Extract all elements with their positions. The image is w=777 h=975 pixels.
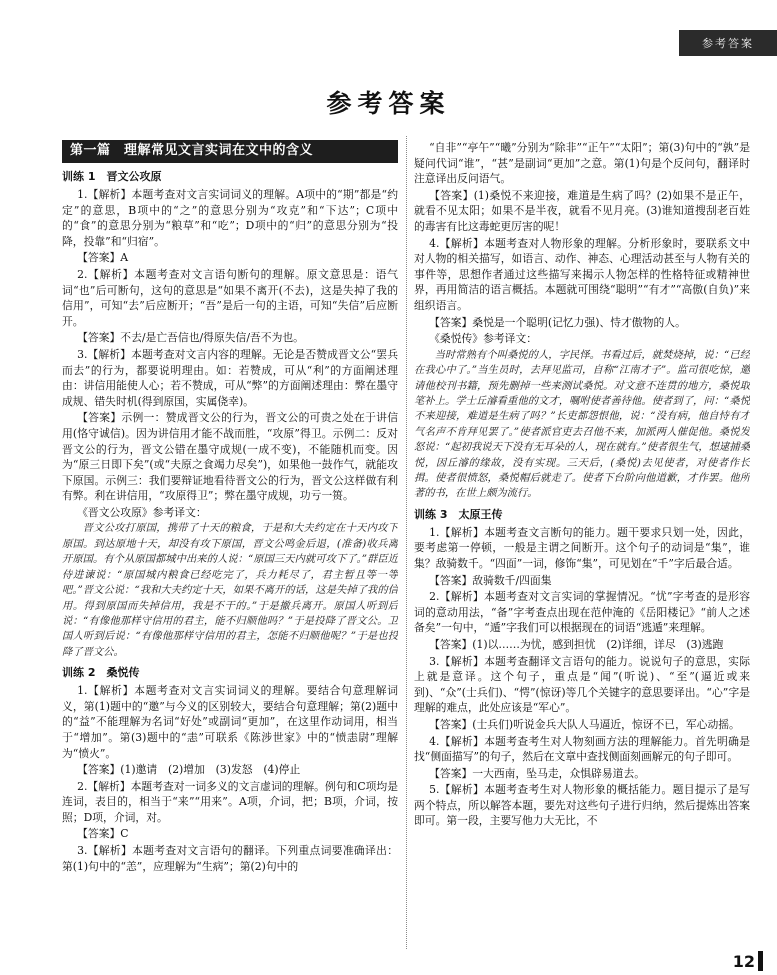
page-number	[733, 945, 763, 975]
section-title: 第一篇 理解常见文言实词在文中的含义	[62, 140, 398, 163]
answer: 【答案】(1)以……为忧，感到担忧 (2)详细，详尽 (3)逃跑	[429, 637, 724, 651]
drill-heading: 训练 3 太原王传	[414, 507, 503, 521]
translation-heading: 《桑悦传》参考译文：	[429, 332, 538, 346]
translation-heading: 《晋文公攻原》参考译文：	[77, 505, 207, 519]
answer: 【答案】一大西南，坠马走，众惧辟易道去。	[429, 766, 646, 780]
paragraph: 3.【解析】本题考查翻译文言语句的能力。说说句子的意思，实际上就是意译。这个句子，重点是“闻”(听说)、“至”(逼近或来到)、“众”(士兵们)、“愕”(惊讶)等几个关键字的意思要译出。“心”字是理解的难点，此处应该是“军心”。	[414, 654, 750, 715]
answer: 【答案】(1)邀请 (2)增加 (3)发怒 (4)停止	[77, 763, 301, 777]
paragraph: 2.【解析】本题考查对一词多义的文言虚词的理解。例句和C项均是连词，表目的，相当于“来”“用来”。A项，介词，把；B项，介词，按照；D项，介词，对。	[62, 779, 398, 824]
translation-text: 当时常熟有个叫桑悦的人，字民怿。书看过后，就焚烧掉，说：“已经在我心中了。”当生员时，去拜见监司，自称“江南才子”。监司很吃惊，邀请他校刊书籍，预先删掉一些来测试桑悦。对文意不连贯的地方，桑悦取笔补上。学士丘濬看重他的文才，嘱咐使者善待他。使者到了，问：“桑悦不来迎接，难道是生病了吗？”长吏都怨恨他，说：“没有病，他自恃有才气名声不肯拜见罢了。”使者派官吏去召他不来，加派两人催促他。桑悦发怒说：“起初我说天下没有无耳朵的人，现在就有。”使者很生气，想逮捕桑悦，因丘濬的缘故，没有实现。三天后，(桑悦)去见使者，对使者作长揖。使者很愤怒，桑悦帽后就走了。使者下台阶向他道歉，才作罢。他所著的书，在世上颇为流行。	[414, 348, 750, 500]
page-number-bar	[758, 951, 763, 971]
answer: 【答案】C	[77, 827, 129, 841]
translation-text: 晋文公攻打原国，携带了十天的粮食，于是和大夫约定在十天内攻下原国。到达原地十天，却没有攻下原国，晋文公鸣金后退，(准备)收兵离开原国。有个从原国都城中出来的人说：“原国三天内就可攻下了。”群臣近侍进谏说：“原国城内粮食已经吃完了，兵力耗尽了，君主暂且等一等吧。”晋文公说：“我和大夫约定十天，如果不离开的话，这是失掉了我的信用。得到原国而失掉信用，我是不干的。”于是撤兵离开。原国人听到后说：“有像他那样守信用的君主，能不归顺他吗？”于是投降了晋文公。卫国人听到后说：“有像他那样守信用的君主，怎能不归顺他呢？”于是也投降了晋文公。	[62, 522, 398, 658]
paragraph: 4.【解析】本题考查考生对人物刻画方法的理解能力。首先明确是找“侧面描写”的句子，然后在文章中查找侧面刻画解元的句子即可。	[414, 734, 750, 764]
answer: 【答案】A	[77, 251, 129, 265]
paragraph: 3.【解析】本题考查对文言语句的翻译。下列重点词要准确译出：第(1)句中的“恙”，应理解为“生病”；第(2)句中的	[62, 844, 398, 873]
header-tag-strip	[679, 30, 777, 56]
answer: 【答案】不去/是亡吾信也/得原失信/吾不为也。	[77, 331, 304, 345]
paragraph: 3.【解析】本题考查对文言内容的理解。无论是否赞成晋文公“罢兵而去”的行为，都要说明理由。如：若赞成，可从“利”的方面阐述理由：讲信用能使人心；若不赞成，可从“弊”的方面阐述理由：弊在墨守成规、错失时机(得到原国，实属侥幸)。	[62, 347, 398, 408]
answer: 【答案】(1)桑悦不来迎接，难道是生病了吗？(2)如果不是正午，就看不见太阳；如果不是半夜，就看不见月亮。(3)谁知道搜刮老百姓的毒害有比这毒蛇更厉害的呢！	[414, 188, 750, 233]
header-tag: 参考答案	[702, 37, 754, 50]
page-title: 参考答案	[326, 89, 451, 118]
paragraph: 5.【解析】本题考查考生对人物形象的概括能力。题目提示了是写两个特点，所以解答本题，要先对这些句子进行归纳，然后提炼出答案即可。第一段，主要写他力大无比，不	[414, 783, 750, 828]
drill-heading: 训练 1 晋文公攻原	[62, 170, 162, 183]
paragraph: 2.【解析】本题考查对文言实词的掌握情况。“忧”字考查的是形容词的意动用法，“备”字考查点出现在范仲淹的《岳阳楼记》“前人之述备矣”一句中，“遁”字我们可以根据现在的词语“逃遁”来理解。	[414, 590, 750, 635]
answer: 【答案】桑悦是一个聪明(记忆力强)、恃才傲物的人。	[429, 315, 686, 329]
paragraph: 1.【解析】本题考查文言断句的能力。题干要求只划一处，因此，要考虑第一停顿，一般是主谓之间断开。这个句子的动词是“集”，谁集？敌骑数千。“四面”一词，修饰“集”，可见划在“千”字后最合适。	[414, 525, 750, 570]
answer: 【答案】示例一：赞成晋文公的行为，晋文公的可贵之处在于讲信用(恪守诚信)。因为讲信用才能不战而胜，“攻原”得卫。示例二：反对晋文公的行为，晋文公错在墨守成规(一成不变)，不能随机而变。因为“原三日即下矣”(或“夫原之食竭力尽矣”)，如果他一鼓作气，就能攻下原国。示例三：我们要辩证地看待晋文公的行为，晋文公这样做有利有弊。利在讲信用，“攻原得卫”；弊在墨守成规，功亏一篑。	[62, 411, 398, 503]
paragraph: “自非”“亭午”“曦”分别为“除非”“正午”“太阳”；第(3)句中的“孰”是疑问代词“谁”，“甚”是副词“更加”之意。第(1)句是个反问句，翻译时注意译出反问语气。	[414, 141, 750, 186]
paragraph: 2.【解析】本题考查对文言语句断句的理解。原文意思是：语气词“也”后可断句，这句的意思是“如果不离开(不去)，这是失掉了我的信用”，可知“去”后应断开；“吾”是后一句的主语，可知“失信”后应断开。	[62, 267, 398, 328]
paragraph: 1.【解析】本题考查对文言实词词义的理解。要结合句意理解词义，第(1)题中的“邀”与今义的区别较大，要结合句意理解；第(2)题中的“益”不能理解为名词“好处”或副词“更加”，在这里作动词用，相当于“增加”。第(3)题中的“恚”可联系《陈涉世家》中的“愤恚尉”理解为“愤火”。	[62, 684, 398, 760]
page-number-text: 12	[732, 952, 755, 971]
column-divider	[406, 136, 407, 949]
drill-heading: 训练 2 桑悦传	[62, 666, 140, 680]
left-column	[62, 140, 398, 949]
paragraph: 1.【解析】本题考查对文言实词词义的理解。A项中的“期”都是“约定”的意思，B项中的“之”的意思分别为“攻克”和“下达”；C项中的“食”的意思分别为“粮草”和“吃”；D项中的“归”的意思分别为“投降，投靠”和“归宿”。	[62, 188, 398, 248]
paragraph: 4.【解析】本题考查对人物形象的理解。分析形象时，要联系文中对人物的相关描写，如语言、动作、神态、心理活动甚至与人物有关的事件等，思想作者通过这些描写来揭示人物怎样的性格特征或精神世界，再用简洁的语言概括。本题就可围绕“聪明”“有才”“高傲(自负)”来组织语言。	[414, 236, 750, 312]
right-column	[414, 140, 750, 949]
answer: 【答案】(士兵们)听说金兵大队人马逼近，惊讶不已，军心动摇。	[429, 717, 740, 731]
answer: 【答案】敌骑数千/四面集	[429, 573, 552, 587]
